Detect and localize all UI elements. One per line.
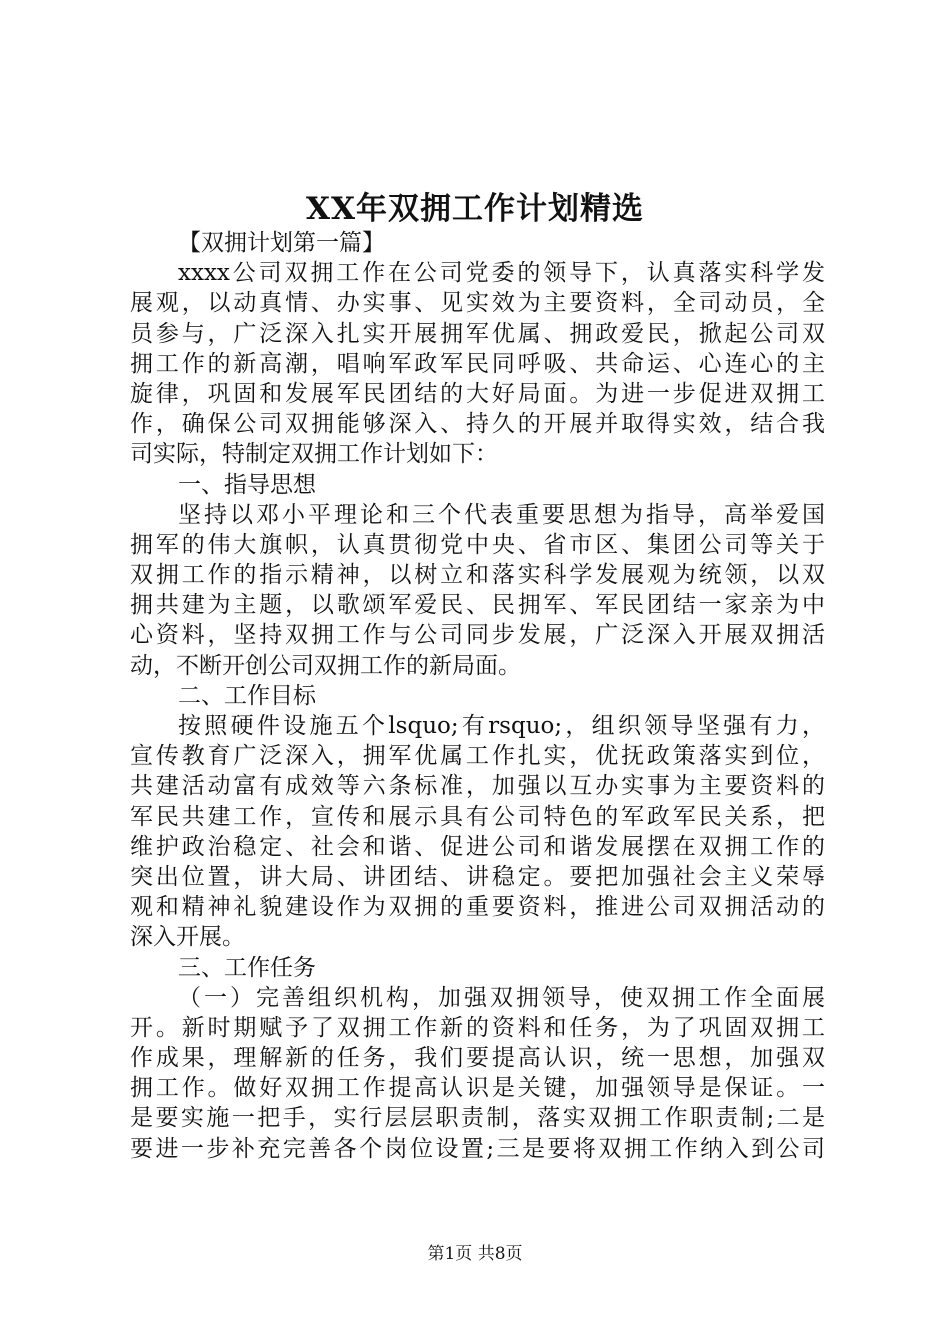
paragraph-line: 拥军的伟大旗帜，认真贯彻党中央、省市区、集团公司等关于 bbox=[130, 531, 825, 558]
paragraph-line: 拥工作。做好双拥工作提高认识是关键，加强领导是保证。一 bbox=[130, 1075, 825, 1102]
paragraph-line: 维护政治稳定、社会和谐、促进公司和谐发展摆在双拥工作的 bbox=[130, 833, 825, 860]
paragraph-line: 作，确保公司双拥能够深入、持久的开展并取得实效，结合我 bbox=[130, 411, 825, 438]
paragraph-line: 一、指导思想 bbox=[178, 471, 316, 498]
paragraph-line: 深入开展。 bbox=[130, 924, 245, 951]
paragraph-line: 按照硬件设施五个lsquo;有rsquo;，组织领导坚强有力， bbox=[178, 713, 825, 739]
paragraph-line: 三、工作任务 bbox=[178, 954, 316, 981]
paragraph-line: 双拥工作的指示精神，以树立和落实科学发展观为统领，以双 bbox=[130, 562, 825, 589]
paragraph-line: 二、工作目标 bbox=[178, 682, 316, 709]
page-number-footer: 第1页 共8页 bbox=[427, 1244, 523, 1264]
paragraph-line: 司实际，特制定双拥工作计划如下： bbox=[130, 441, 498, 468]
paragraph-line: 观和精神礼貌建设作为双拥的重要资料，推进公司双拥活动的 bbox=[130, 894, 825, 921]
document-body bbox=[130, 228, 825, 1164]
paragraph-line: 宣传教育广泛深入，拥军优属工作扎实，优抚政策落实到位， bbox=[130, 743, 825, 770]
paragraph-line: 共建活动富有成效等六条标准，加强以互办实事为主要资料的 bbox=[130, 773, 825, 800]
paragraph-line: 要进一步补充完善各个岗位设置;三是要将双拥工作纳入到公司 bbox=[130, 1135, 825, 1162]
paragraph-line: 拥共建为主题，以歌颂军爱民、民拥军、军民团结一家亲为中 bbox=[130, 592, 825, 619]
paragraph-line: 心资料，坚持双拥工作与公司同步发展，广泛深入开展双拥活 bbox=[130, 622, 825, 649]
paragraph-line: 展观，以动真情、办实事、见实效为主要资料，全司动员，全 bbox=[130, 290, 825, 317]
paragraph-line: 是要实施一把手，实行层层职责制，落实双拥工作职责制;二是 bbox=[130, 1105, 825, 1132]
paragraph-line: 开。新时期赋予了双拥工作新的资料和任务，为了巩固双拥工 bbox=[130, 1014, 825, 1041]
paragraph-line: 作成果，理解新的任务，我们要提高认识，统一思想，加强双 bbox=[130, 1045, 825, 1072]
paragraph-line: 【双拥计划第一篇】 bbox=[178, 230, 385, 256]
paragraph-line: 坚持以邓小平理论和三个代表重要思想为指导，高举爱国 bbox=[178, 501, 825, 528]
document-title: XX年双拥工作计划精选 bbox=[305, 191, 645, 227]
paragraph-line: 突出位置，讲大局、讲团结、讲稳定。要把加强社会主义荣辱 bbox=[130, 863, 825, 890]
paragraph-line: 旋律，巩固和发展军民团结的大好局面。为进一步促进双拥工 bbox=[130, 380, 825, 407]
paragraph-line: 军民共建工作，宣传和展示具有公司特色的军政军民关系，把 bbox=[130, 803, 825, 830]
paragraph-line: xxxx公司双拥工作在公司党委的领导下，认真落实科学发 bbox=[178, 260, 825, 287]
paragraph-line: （一）完善组织机构，加强双拥领导，使双拥工作全面展 bbox=[178, 984, 825, 1011]
paragraph-line: 动，不断开创公司双拥工作的新局面。 bbox=[130, 652, 521, 679]
paragraph-line: 员参与，广泛深入扎实开展拥军优属、拥政爱民，掀起公司双 bbox=[130, 320, 825, 347]
paragraph-line: 拥工作的新高潮，唱响军政军民同呼吸、共命运、心连心的主 bbox=[130, 350, 825, 377]
